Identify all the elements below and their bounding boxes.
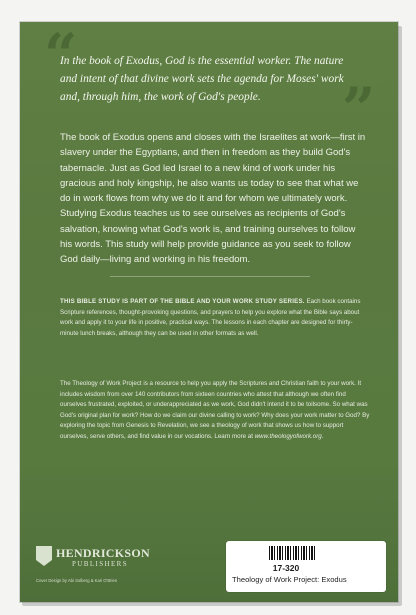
open-quote-icon: “ xyxy=(44,21,78,89)
series-paragraph xyxy=(60,297,370,339)
project-paragraph xyxy=(60,379,370,443)
publisher-subtitle: PUBLISHERS xyxy=(72,560,129,568)
series-lead: THIS BIBLE STUDY IS PART OF THE BIBLE AND YOUR WORK STUDY SERIES. xyxy=(60,298,305,305)
close-quote-icon: ” xyxy=(342,75,376,143)
barcode-icon xyxy=(269,546,315,560)
series-text: Each book contains Scripture references, thought-provoking questions, and prayers to help you explore what the Bible says about work and apply it to your life in positive, practical ways. The lessons in each chapter are designed for thirty-minute lunch breaks, although they can be used in other formats as well. xyxy=(60,298,361,337)
sticker-title: Theology of Work Project: Exodus xyxy=(232,575,347,584)
project-website: www.theologyofwork.org. xyxy=(254,432,324,440)
publisher-name: HENDRICKSON xyxy=(56,546,150,560)
price-sticker xyxy=(226,541,386,592)
publisher-logo xyxy=(36,544,166,574)
pull-quote: In the book of Exodus, God is the essential worker. The nature and intent of that divine work sets the agenda for Moses' work and, through him, the work of God's people. xyxy=(60,55,344,103)
project-text: The Theology of Work Project is a resource to help you apply the Scriptures and Christian faith to your work. It includes wisdom from over 140 contributors from sixteen countries who attest that although we often find ourselves frustrated, exploited, or underappreciated as we work, God didn't intend it to be toilsome. So what was God's original plan for work? How do we claim our divine calling to work? Why does your work matter to God? By exploring the topic from Genesis to Revelation, we see a theology of work that shows us how to support ourselves, serve others, and find value in our vocations. Learn more at xyxy=(60,380,370,440)
book-back-cover xyxy=(20,22,398,602)
shield-icon xyxy=(36,546,52,566)
description-paragraph: The book of Exodus opens and closes with the Israelites at work—first in slavery under the Egyptians, and then in freedom as they build God's tabernacle. Just as God led Israel to a new kind of work under his gracious and holy kingship, he also wants us today to see that what we do in work flows from why we do it and for whom we ultimately work. Studying Exodus teaches us to see ourselves as recipients of God's salvation, knowing what God's work is, and training ourselves to follow his words. This study will help provide guidance as you seek to follow God daily—living and working in his freedom. xyxy=(60,132,366,266)
cover-credit: Cover Design by Abi Solberg & Kari O'Brien xyxy=(36,578,118,583)
sticker-sku: 17-320 xyxy=(272,563,300,573)
divider-line xyxy=(110,276,310,277)
